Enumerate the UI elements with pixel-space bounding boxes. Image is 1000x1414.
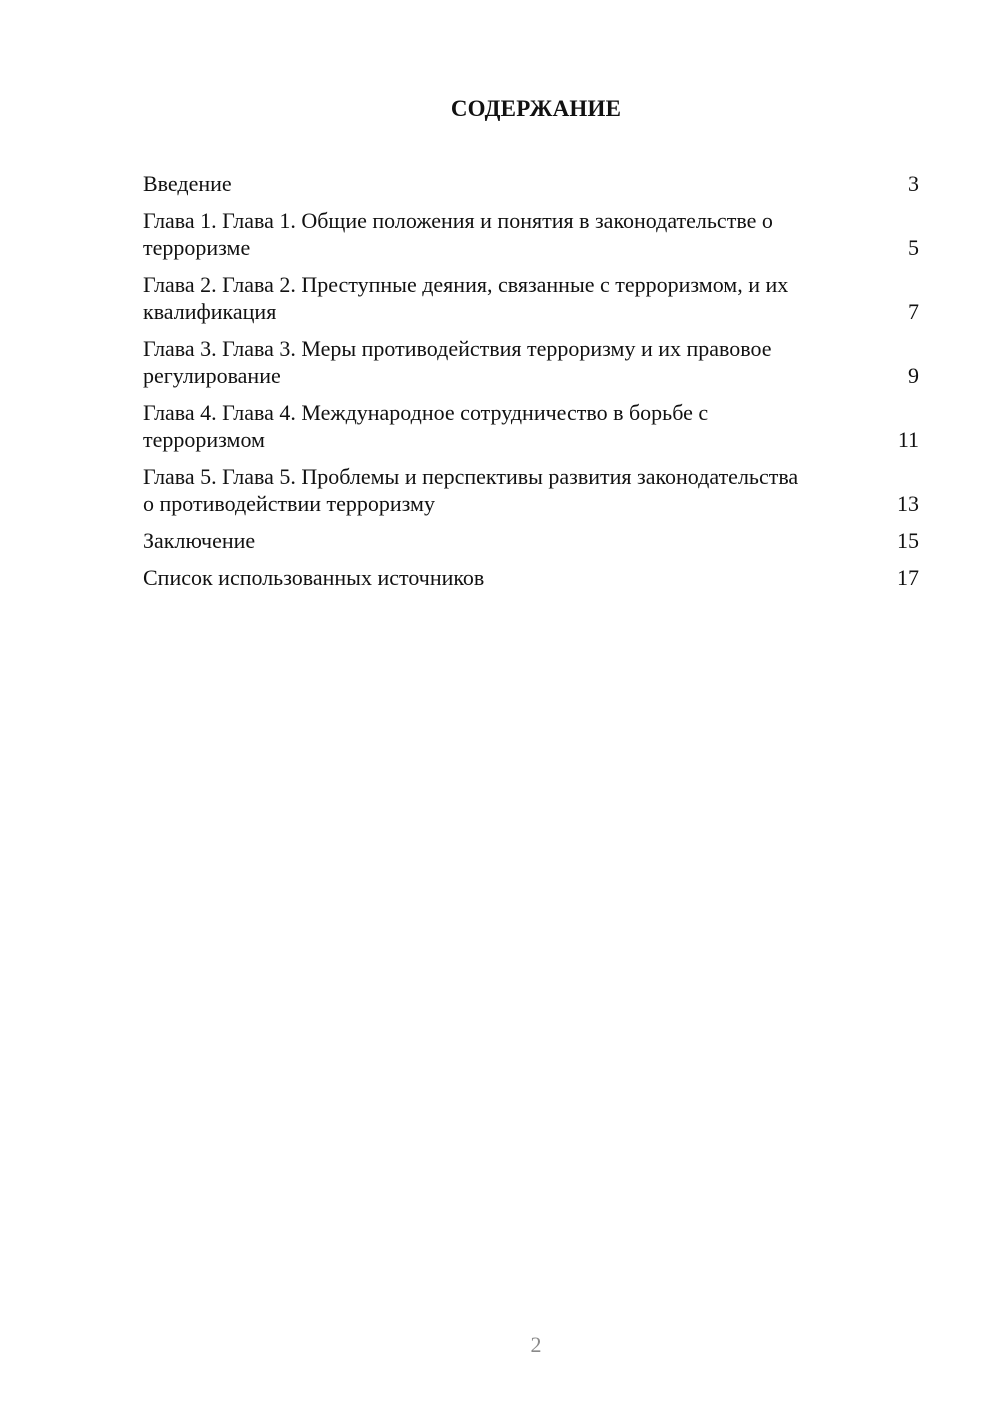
toc-entry-conclusion[interactable] (143, 527, 919, 554)
table-of-contents (143, 170, 919, 601)
page-number: 2 (530, 1332, 542, 1357)
toc-entry-page: 5 (908, 235, 919, 260)
page-title: СОДЕРЖАНИЕ (450, 96, 622, 121)
toc-entry-text: Глава 5. Глава 5. Проблемы и перспективы развития законодательства о противодействии терроризму (143, 464, 799, 516)
toc-entry-text: Заключение (143, 528, 256, 553)
toc-entry-text: Глава 4. Глава 4. Международное сотрудничество в борьбе с терроризмом (143, 400, 709, 452)
toc-entry-chapter-1[interactable] (143, 207, 919, 261)
toc-entry-page: 13 (897, 491, 919, 516)
toc-entry-introduction[interactable] (143, 170, 919, 197)
toc-entry-page: 9 (908, 363, 919, 388)
toc-entry-text: Глава 3. Глава 3. Меры противодействия терроризму и их правовое регулирование (143, 336, 772, 388)
toc-entry-references[interactable] (143, 564, 919, 591)
toc-entry-text: Глава 2. Глава 2. Преступные деяния, связанные с терроризмом, и их квалификация (143, 272, 789, 324)
toc-entry-page: 3 (908, 171, 919, 196)
toc-entry-page: 15 (897, 528, 919, 553)
toc-entry-chapter-4[interactable] (143, 399, 919, 453)
toc-entry-text: Список использованных источников (143, 565, 485, 590)
toc-entry-text: Введение (143, 171, 232, 196)
toc-entry-page: 17 (897, 565, 919, 590)
toc-entry-chapter-2[interactable] (143, 271, 919, 325)
toc-entry-text: Глава 1. Глава 1. Общие положения и понятия в законодательстве о терроризме (143, 208, 773, 260)
toc-entry-page: 7 (908, 299, 919, 324)
toc-entry-chapter-3[interactable] (143, 335, 919, 389)
toc-entry-chapter-5[interactable] (143, 463, 919, 517)
toc-entry-page: 11 (897, 427, 919, 452)
